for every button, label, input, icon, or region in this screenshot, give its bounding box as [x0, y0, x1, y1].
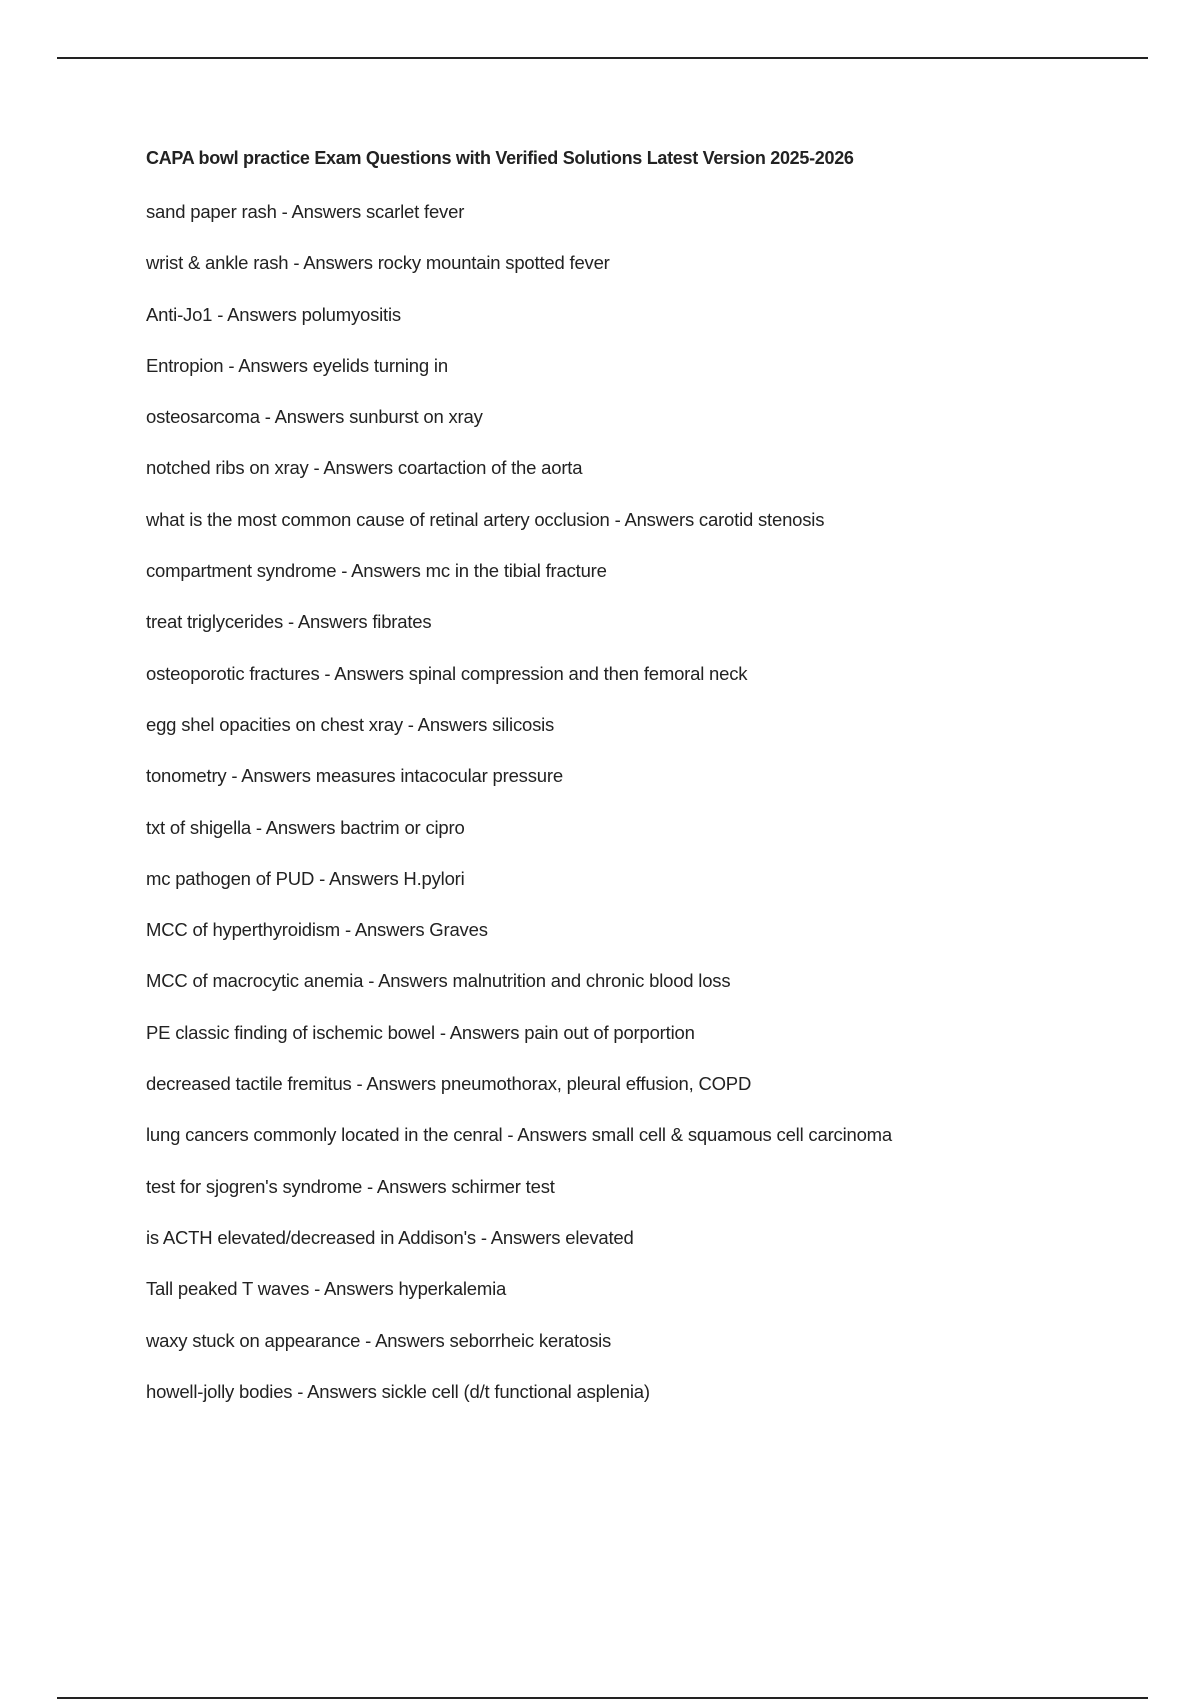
qa-item: PE classic finding of ischemic bowel - Answers pain out of porportion: [146, 1021, 695, 1043]
qa-item: Anti-Jo1 - Answers polumyositis: [146, 303, 401, 325]
qa-item: osteosarcoma - Answers sunburst on xray: [146, 406, 483, 428]
qa-item: lung cancers commonly located in the cenral - Answers small cell & squamous cell carcinoma: [146, 1124, 892, 1146]
qa-item: MCC of macrocytic anemia - Answers malnutrition and chronic blood loss: [146, 970, 731, 992]
qa-item: Entropion - Answers eyelids turning in: [146, 354, 448, 376]
qa-item: tonometry - Answers measures intacocular pressure: [146, 765, 563, 787]
qa-item: howell-jolly bodies - Answers sickle cell (d/t functional asplenia): [146, 1380, 650, 1402]
qa-item: sand paper rash - Answers scarlet fever: [146, 201, 465, 222]
qa-item: osteoporotic fractures - Answers spinal compression and then femoral neck: [146, 662, 748, 684]
qa-item: what is the most common cause of retinal artery occlusion - Answers carotid stenosis: [146, 508, 825, 530]
footer-rule: [57, 1697, 1148, 1699]
qa-item: mc pathogen of PUD - Answers H.pylori: [146, 867, 465, 889]
document-title: CAPA bowl practice Exam Questions with Verified Solutions Latest Version 2025-2026: [146, 148, 854, 168]
qa-item: egg shel opacities on chest xray - Answers silicosis: [146, 713, 555, 735]
header-rule: [57, 57, 1148, 59]
qa-item: test for sjogren's syndrome - Answers schirmer test: [146, 1175, 555, 1197]
qa-item: MCC of hyperthyroidism - Answers Graves: [146, 919, 488, 941]
qa-list: [146, 200, 892, 1431]
qa-item: waxy stuck on appearance - Answers seborrheic keratosis: [146, 1329, 612, 1351]
qa-item: decreased tactile fremitus - Answers pneumothorax, pleural effusion, COPD: [146, 1073, 752, 1095]
qa-item: is ACTH elevated/decreased in Addison's - Answers elevated: [146, 1226, 634, 1248]
qa-item: wrist & ankle rash - Answers rocky mountain spotted fever: [146, 252, 610, 274]
qa-item: notched ribs on xray - Answers coartaction of the aorta: [146, 457, 583, 479]
qa-item: compartment syndrome - Answers mc in the tibial fracture: [146, 560, 607, 582]
qa-item: treat triglycerides - Answers fibrates: [146, 611, 432, 633]
qa-item: Tall peaked T waves - Answers hyperkalemia: [146, 1278, 507, 1300]
qa-item: txt of shigella - Answers bactrim or cipro: [146, 816, 465, 838]
